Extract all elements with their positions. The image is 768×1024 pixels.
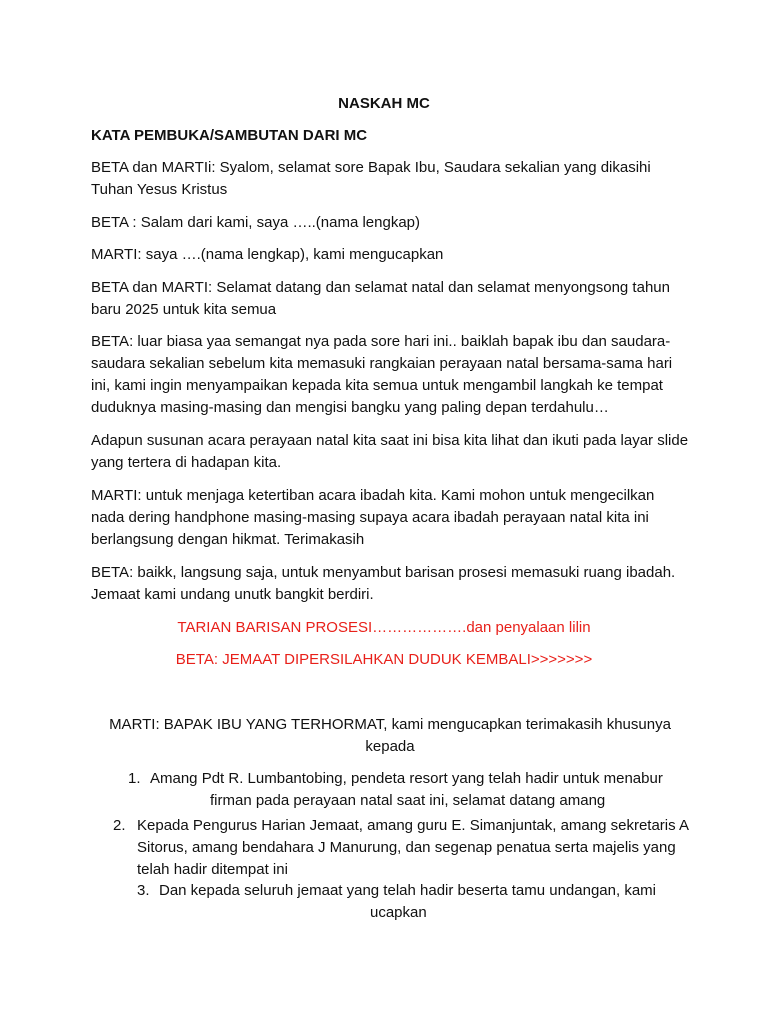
paragraph-greeting: BETA dan MARTIi: Syalom, selamat sore Bapak Ibu, Saudara sekalian yang dikasihi Tuhan Yesus Kristus	[91, 159, 651, 198]
list-item-text: Kepada Pengurus Harian Jemaat, amang guru E. Simanjuntak, amang sekretaris A	[137, 817, 689, 834]
list-item-text: ucapkan	[370, 904, 427, 921]
list-item-text: Sitorus, amang bendahara J Manurung, dan segenap penatua serta majelis yang	[137, 839, 676, 856]
list-number: 1.	[128, 770, 141, 787]
paragraph-beta-salam: BETA : Salam dari kami, saya …..(nama lengkap)	[91, 214, 421, 231]
list-item-text: telah hadir ditempat ini	[137, 861, 288, 878]
paragraph-marti-ketertiban: MARTI: untuk menjaga ketertiban acara ibadah kita. Kami mohon untuk mengecilkan nada dering handphone masing-masing supaya acara ibadah perayaan natal kita ini berlangsung dengan hikmat. Terimakasih	[91, 487, 655, 548]
list-item-text: Dan kepada seluruh jemaat yang telah hadir beserta tamu undangan, kami	[159, 882, 656, 899]
list-number: 3.	[137, 882, 150, 899]
paragraph-susunan-acara: Adapun susunan acara perayaan natal kita saat ini bisa kita lihat dan ikuti pada layar slide yang tertera di hadapan kita.	[91, 432, 689, 471]
section-heading: KATA PEMBUKA/SAMBUTAN DARI MC	[91, 127, 368, 144]
paragraph-selamat-datang: BETA dan MARTI: Selamat datang dan selamat natal dan selamat menyongsong tahun baru 2025 untuk kita semua	[91, 279, 670, 318]
paragraph-beta-prosesi: BETA: baikk, langsung saja, untuk menyambut barisan prosesi memasuki ruang ibadah. Jemaat kami undang unutk bangkit berdiri.	[91, 564, 676, 603]
list-item-text: firman pada perayaan natal saat ini, selamat datang amang	[210, 792, 606, 809]
marti-thanks-line: MARTI: BAPAK IBU YANG TERHORMAT, kami mengucapkan terimakasih khusunya	[109, 716, 671, 733]
list-item-text: Amang Pdt R. Lumbantobing, pendeta resort yang telah hadir untuk menabur	[150, 770, 663, 787]
red-line-duduk-kembali: BETA: JEMAAT DIPERSILAHKAN DUDUK KEMBALI>>>>>>>	[175, 651, 593, 668]
marti-thanks-line-2: kepada	[365, 738, 415, 755]
paragraph-marti-intro: MARTI: saya ….(nama lengkap), kami mengucapkan	[91, 246, 444, 263]
paragraph-beta-luar-biasa: BETA: luar biasa yaa semangat nya pada sore hari ini.. baiklah bapak ibu dan saudara-saudara sekalian sebelum kita memasuki rangkaian perayaan natal bersama-sama hari ini, kami ingin menyampaikan kepada kita semua untuk mengambil langkah ke tempat duduknya masing-masing dan mengisi bangku yang paling depan terdahulu…	[91, 333, 673, 416]
document-title: NASKAH MC	[338, 95, 430, 112]
list-number: 2.	[113, 817, 126, 834]
red-line-tarian: TARIAN BARISAN PROSESI……………….dan penyalaan lilin	[177, 619, 591, 636]
